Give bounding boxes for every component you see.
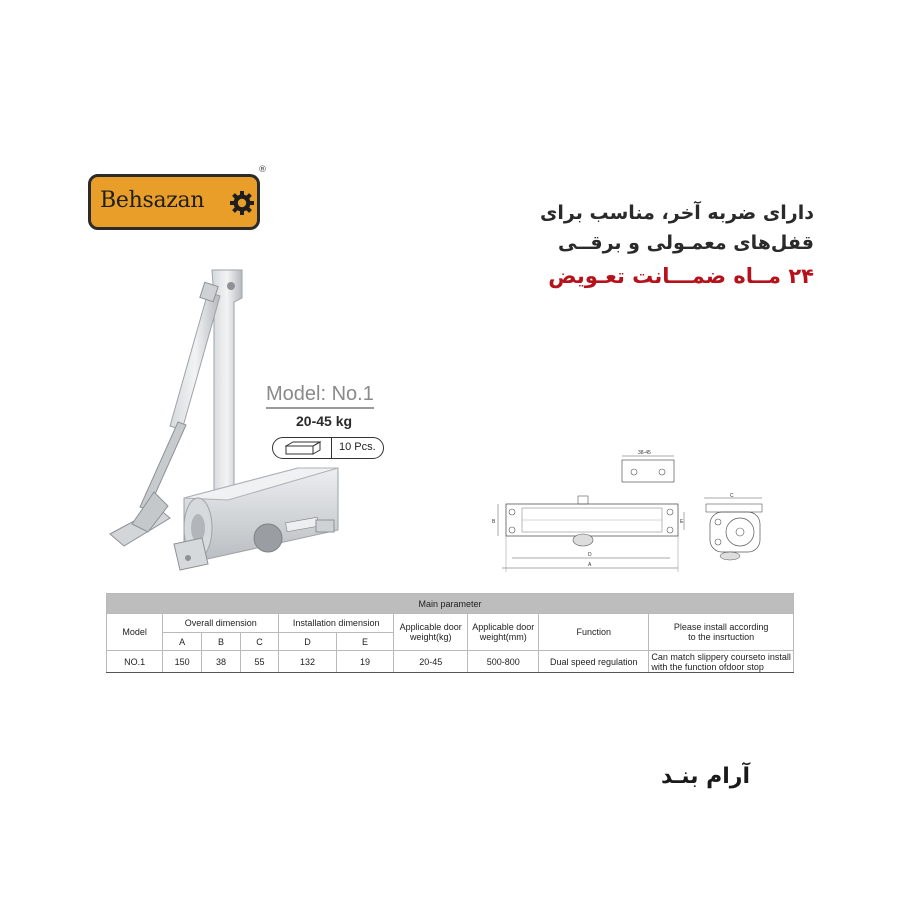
weight-range: 20-45 kg [296,413,353,429]
brand-logo [88,174,260,230]
pieces-count: 10 Pcs. [339,441,376,453]
cell-note-line1: Can match slippery courseto install [651,651,791,662]
badge-divider [331,438,332,458]
cell-c: 55 [240,651,279,673]
gear-icon [229,190,255,216]
col-function: Function [539,614,649,651]
drawing-label-c: C [730,493,734,499]
drawing-label-b: B [492,519,496,525]
col-overall-dimension: Overall dimension [163,614,279,633]
cell-b: 38 [202,651,241,673]
door-closer-image [98,262,398,582]
cell-e: 19 [336,651,393,673]
pieces-badge [272,437,384,459]
col-b: B [202,633,241,651]
technical-drawing-side [700,492,770,564]
registered-mark: ® [258,165,267,175]
product-name: آرام بنـد [661,764,750,789]
brand-name: Behsazan [100,188,205,213]
cell-a: 150 [163,651,202,673]
carton-icon [285,441,321,455]
col-note-line2: to the insrtuction [688,632,755,642]
drawing-label-e: E [680,519,684,525]
cell-weight-kg: 20-45 [394,651,468,673]
drawing-label-a: A [588,562,592,568]
headline-warranty: ۲۴ مــاه ضمـــانت تعـویض [548,264,814,288]
drawing-label-d: D [588,552,592,558]
main-parameter-table [106,593,794,673]
drawing-dim-range: 38-45 [638,450,651,456]
headline-line-1: دارای ضربه آخر، مناسب برای [540,202,814,224]
col-e: E [336,633,393,651]
col-installation-dimension: Installation dimension [279,614,394,633]
cell-model: NO.1 [107,651,163,673]
col-weight-mm [468,614,539,651]
col-a: A [163,633,202,651]
col-weight-kg [394,614,468,651]
cell-note [649,651,794,673]
model-name: Model: No.1 [266,383,374,409]
technical-drawing-top [488,446,688,576]
cell-d: 132 [279,651,337,673]
table-title: Main parameter [107,594,794,614]
col-note [649,614,794,651]
col-weight-kg-line2: weight(kg) [409,632,452,642]
cell-function: Dual speed regulation [539,651,649,673]
table-row [107,651,794,673]
headline-line-2: قفل‌های معمـولی و برقــی [557,232,814,254]
col-weight-mm-line1: Applicable door [472,622,535,632]
cell-note-line2: with the function ofdoor stop [651,661,764,672]
col-model: Model [107,614,163,651]
col-c: C [240,633,279,651]
cell-weight-mm: 500-800 [468,651,539,673]
col-d: D [279,633,337,651]
col-weight-mm-line2: weight(mm) [479,632,527,642]
col-note-line1: Please install according [673,622,769,632]
col-weight-kg-line1: Applicable door [399,622,462,632]
